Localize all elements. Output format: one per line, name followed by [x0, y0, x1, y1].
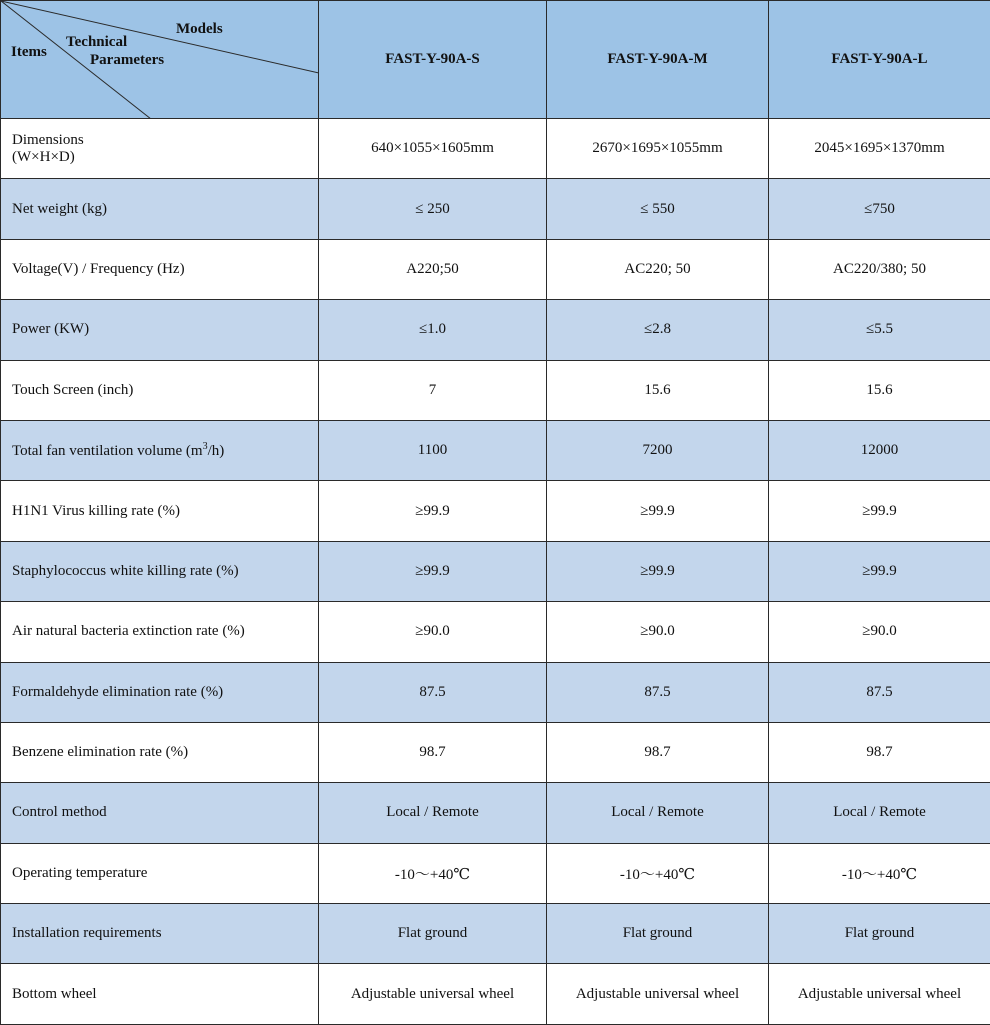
cell-value: ≥99.9: [319, 541, 547, 601]
corner-header-cell: [1, 1, 319, 119]
row-label-dimensions: [1, 119, 319, 179]
row-label-ventilation: [1, 420, 319, 480]
table-row: [1, 904, 990, 964]
table-row: [1, 360, 990, 420]
cell-value: 2670×1695×1055mm: [547, 119, 769, 179]
cell-value: 2045×1695×1370mm: [769, 119, 990, 179]
model-header-l: FAST-Y-90A-L: [769, 1, 990, 119]
row-label: Touch Screen (inch): [1, 360, 319, 420]
cell-value: ≤5.5: [769, 300, 990, 360]
cell-value: 1100: [319, 420, 547, 480]
table-row: [1, 783, 990, 843]
cell-value: 98.7: [769, 722, 990, 782]
cell-value: 15.6: [547, 360, 769, 420]
table-row: [1, 843, 990, 903]
cell-value: Adjustable universal wheel: [319, 964, 547, 1024]
cell-value: Local / Remote: [769, 783, 990, 843]
table-row: [1, 239, 990, 299]
row-label: H1N1 Virus killing rate (%): [1, 481, 319, 541]
row-label: Staphylococcus white killing rate (%): [1, 541, 319, 601]
header-row: [1, 1, 990, 119]
model-header-m: FAST-Y-90A-M: [547, 1, 769, 119]
row-label-text: Dimensions: [12, 132, 318, 149]
cell-value: ≥90.0: [769, 602, 990, 662]
cell-value: ≤ 550: [547, 179, 769, 239]
cell-value: ≥99.9: [319, 481, 547, 541]
row-label: Power (KW): [1, 300, 319, 360]
cell-value: ≤2.8: [547, 300, 769, 360]
cell-value: 7: [319, 360, 547, 420]
table-row: [1, 964, 990, 1024]
table-row: [1, 420, 990, 480]
cell-value: 87.5: [547, 662, 769, 722]
row-label: Control method: [1, 783, 319, 843]
cell-value: AC220/380; 50: [769, 239, 990, 299]
row-label-subtext: (W×H×D): [12, 149, 318, 166]
table-row: [1, 602, 990, 662]
table-row: [1, 179, 990, 239]
table-row: [1, 722, 990, 782]
cell-value: 15.6: [769, 360, 990, 420]
corner-models-label: Models: [176, 21, 223, 38]
row-label: Formaldehyde elimination rate (%): [1, 662, 319, 722]
cell-value: 7200: [547, 420, 769, 480]
cell-value: 12000: [769, 420, 990, 480]
cell-value: 98.7: [547, 722, 769, 782]
table-row: [1, 481, 990, 541]
cell-value: ≥90.0: [319, 602, 547, 662]
cell-value: Flat ground: [769, 904, 990, 964]
table-row: [1, 662, 990, 722]
cell-value: ≤750: [769, 179, 990, 239]
row-label: Net weight (kg): [1, 179, 319, 239]
table-row: [1, 119, 990, 179]
cell-value: ≥99.9: [769, 481, 990, 541]
cell-value: Flat ground: [319, 904, 547, 964]
row-label-text: Total fan ventilation volume (m: [12, 443, 203, 459]
row-label-superscript: 3: [203, 441, 208, 452]
row-label-unit: /h): [208, 443, 225, 459]
cell-value: Adjustable universal wheel: [547, 964, 769, 1024]
cell-value: ≤1.0: [319, 300, 547, 360]
row-label: Air natural bacteria extinction rate (%): [1, 602, 319, 662]
cell-value: ≥99.9: [547, 481, 769, 541]
table-row: [1, 300, 990, 360]
cell-value: 98.7: [319, 722, 547, 782]
row-label: Bottom wheel: [1, 964, 319, 1024]
cell-value: -10～+40℃: [319, 843, 547, 903]
cell-value: ≤ 250: [319, 179, 547, 239]
cell-value: 87.5: [769, 662, 990, 722]
table-row: [1, 541, 990, 601]
row-label: Benzene elimination rate (%): [1, 722, 319, 782]
cell-value: -10～+40℃: [547, 843, 769, 903]
cell-value: Local / Remote: [547, 783, 769, 843]
cell-value: -10～+40℃: [769, 843, 990, 903]
cell-value: 640×1055×1605mm: [319, 119, 547, 179]
row-label: Installation requirements: [1, 904, 319, 964]
row-label: Voltage(V) / Frequency (Hz): [1, 239, 319, 299]
cell-value: AC220; 50: [547, 239, 769, 299]
corner-technical-label: Technical: [66, 34, 127, 51]
cell-value: 87.5: [319, 662, 547, 722]
row-label: Operating temperature: [1, 843, 319, 903]
corner-items-label: Items: [11, 44, 47, 61]
cell-value: ≥99.9: [547, 541, 769, 601]
cell-value: ≥90.0: [547, 602, 769, 662]
cell-value: Adjustable universal wheel: [769, 964, 990, 1024]
corner-parameters-label: Parameters: [90, 52, 164, 69]
cell-value: Flat ground: [547, 904, 769, 964]
cell-value: ≥99.9: [769, 541, 990, 601]
cell-value: A220;50: [319, 239, 547, 299]
model-header-s: FAST-Y-90A-S: [319, 1, 547, 119]
cell-value: Local / Remote: [319, 783, 547, 843]
